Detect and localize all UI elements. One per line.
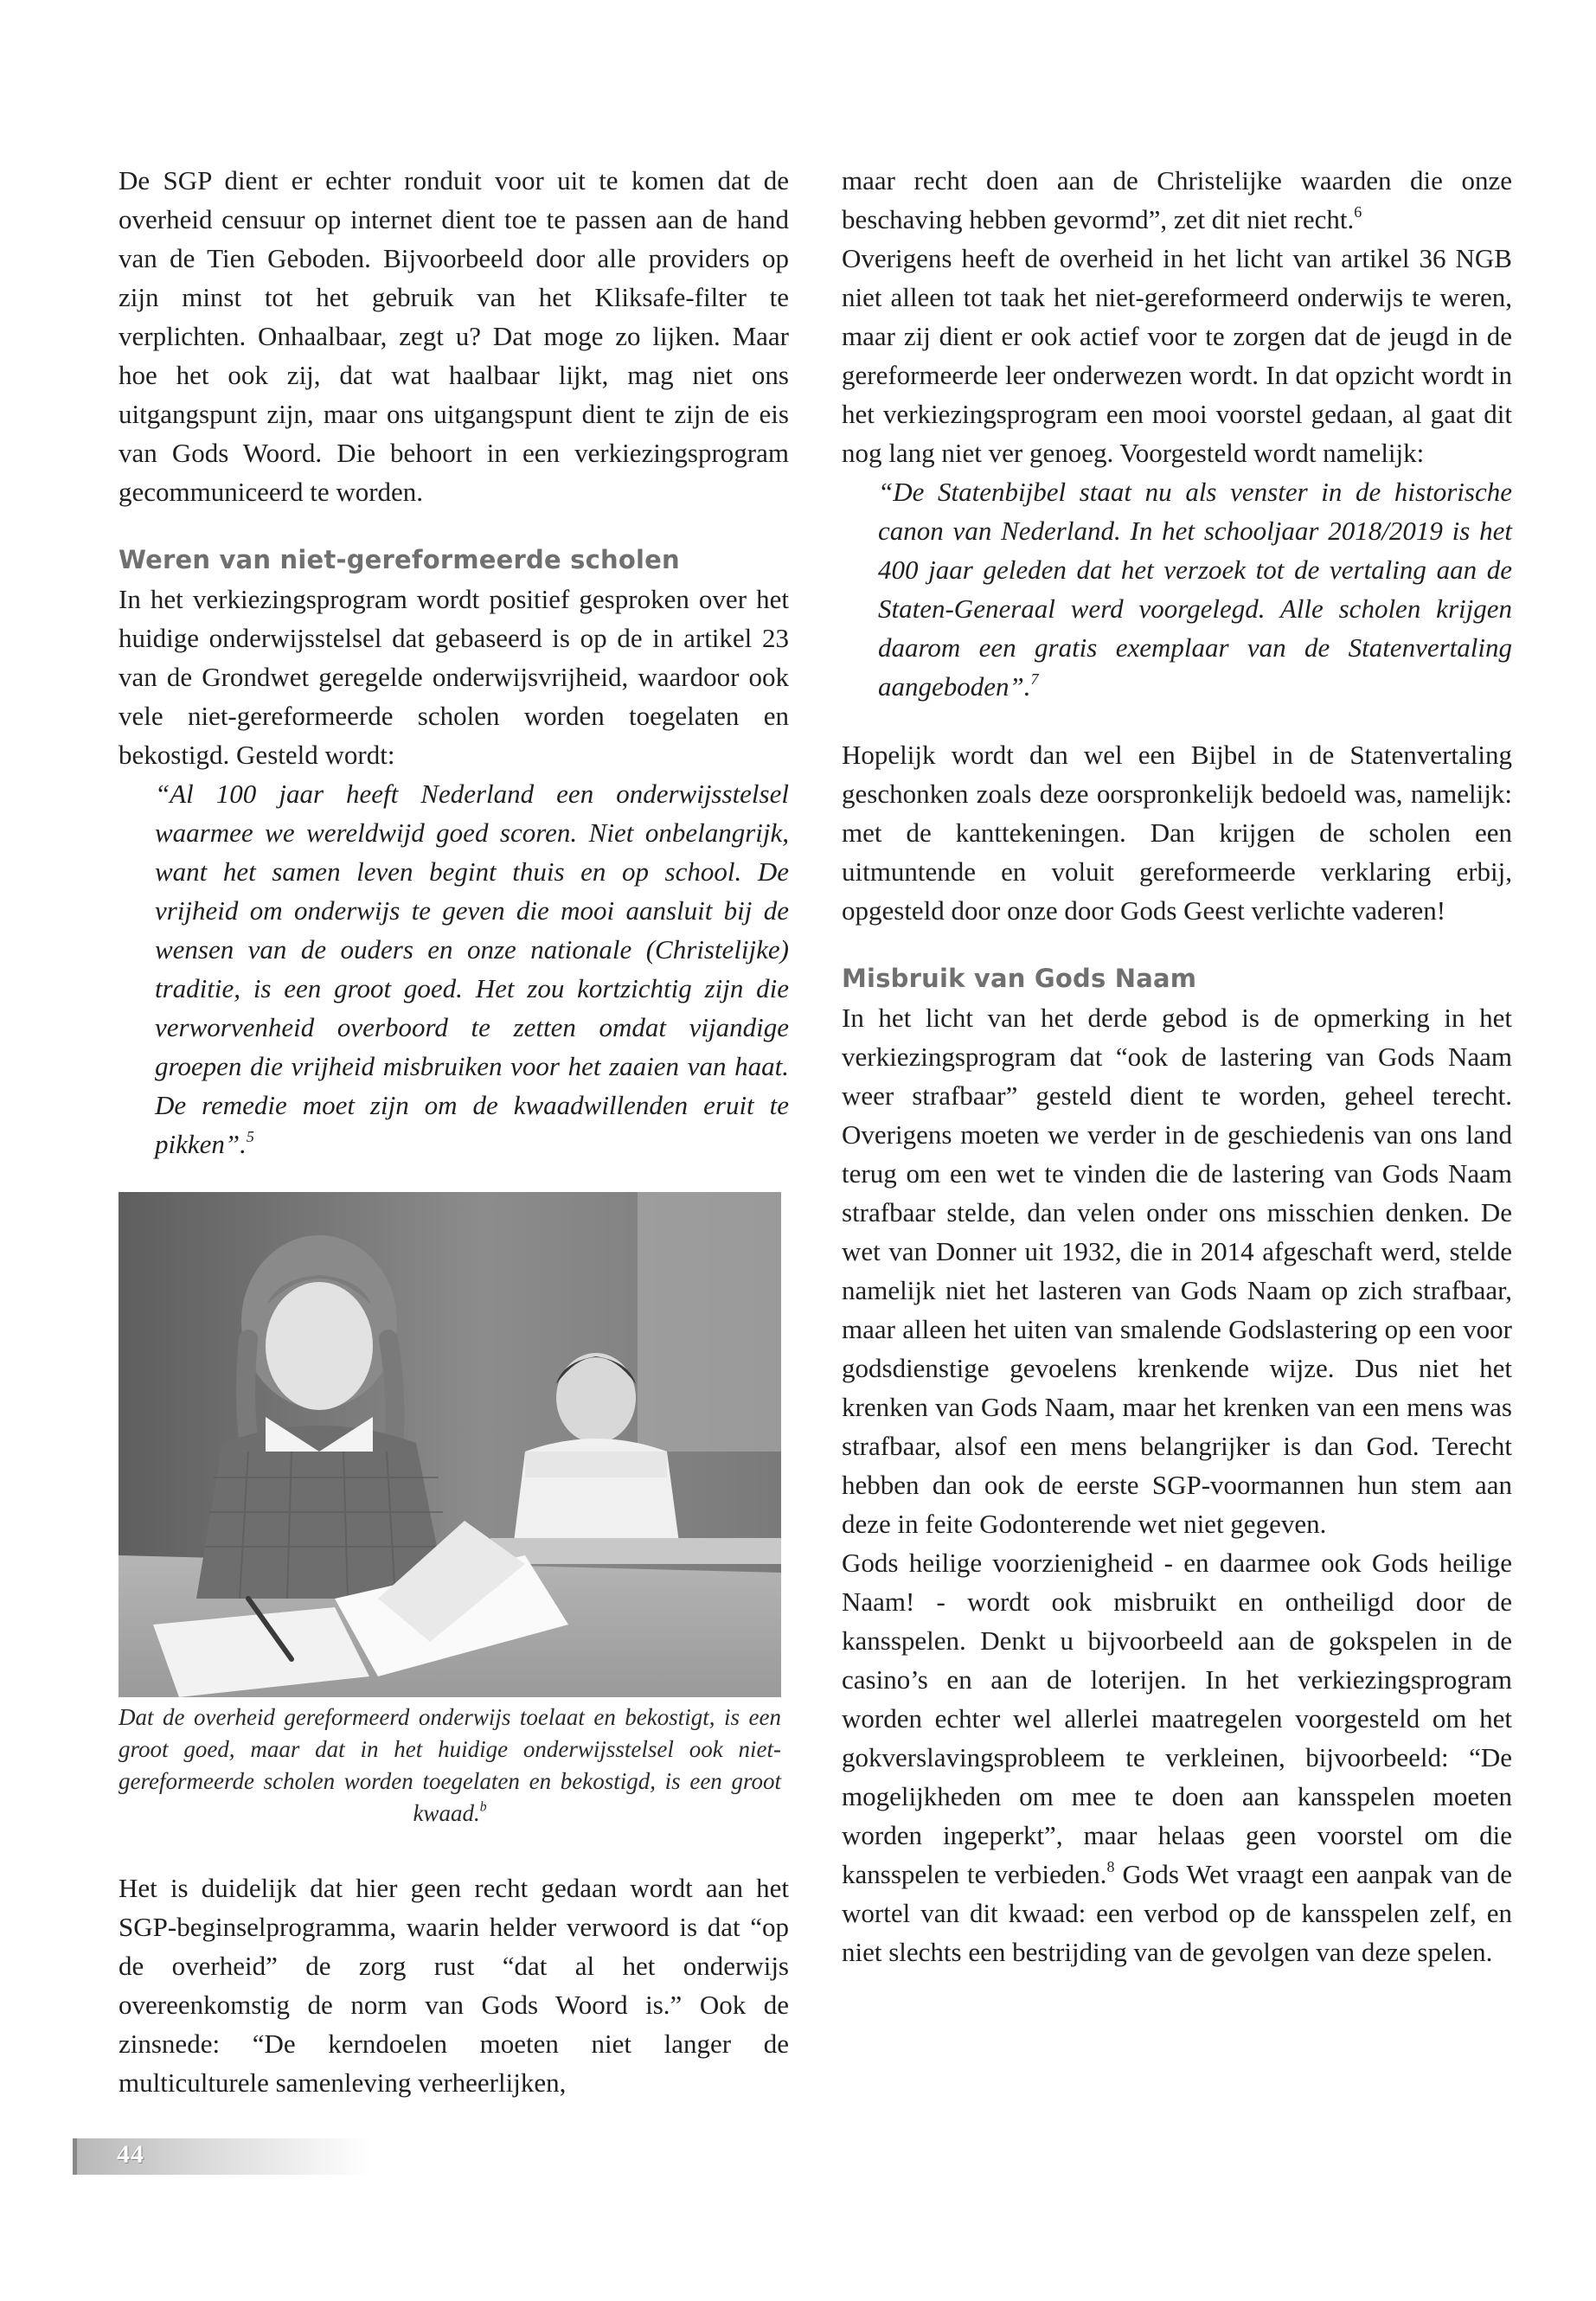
- footnote-ref: 5: [246, 1128, 254, 1146]
- paragraph: Het is duidelijk dat hier geen recht gedaan wordt aan het SGP-beginselprogramma, waarin helder verwoord is dat “op de overheid” de zorg rust “dat al het onderwijs overeenkomstig de norm van Gods Woord is.” Ook de zinsnede: “De kerndoelen moeten niet langer de multiculturele samenleving verheerlijken,: [119, 1873, 789, 2098]
- left-column-continued: [119, 1868, 789, 2102]
- section-heading: Misbruik van Gods Naam: [842, 964, 1197, 993]
- paragraph-text: Gods heilige voorzienigheid - en daarmee ook Gods heilige Naam! - wordt ook misbruikt en ontheiligd door de kansspelen. Denkt u bijvoorbeeld aan de gokspelen in de casino’s en aan de loterijen. In het verkiezingsprogram worden echter wel allerlei maatregelen voorgesteld om het gokverslavingsprobleem te verkleinen, bijvoorbeeld: “De mogelijkheden om mee te doen aan kansspelen moeten worden ingeperkt”, maar helaas geen voorstel om die kansspelen te verbieden.: [842, 1548, 1512, 1889]
- paragraph: [842, 161, 1512, 239]
- quote-text: “Al 100 jaar heeft Nederland een onderwijsstelsel waarmee we wereldwijd goed scoren. Niet onbelangrijk, want het samen leven begint thuis en op school. De vrijheid om onderwijs te geven die mooi aansluit bij de wensen van de ouders en onze nationale (Christelijke) traditie, is een groot goed. Het zou kortzichtig zijn die verworvenheid overboord te zetten omdat vijandige groepen die vrijheid misbruiken voor het zaaien van haat. De remedie moet zijn om de kwaadwillenden eruit te pikken”.: [155, 779, 789, 1159]
- paragraph: In het licht van het derde gebod is de opmerking in het verkiezingsprogram dat “ook de lastering van Gods Naam weer strafbaar” gesteld dient te worden, geheel terecht. Overigens moeten we verder in de geschiedenis van ons land terug om een wet te vinden die de lastering van Gods Naam strafbaar stelde, dan velen onder ons misschien denken. De wet van Donner uit 1932, die in 2014 afgeschaft werd, stelde namelijk niet het lasteren van Gods Naam op zich strafbaar, maar alleen het uiten van smalende Godslastering op een voor godsdienstige gevoelens krenkende wijze. Dus niet het krenken van Gods Naam, maar het krenken van een mens was strafbaar, alsof een mens belangrijker is dan God. Terecht hebben dan ook de eerste SGP-voormannen hun stem aan deze in feite Godonterende wet niet gegeven.: [842, 1003, 1512, 1539]
- left-column: [119, 161, 789, 1163]
- footnote-ref: 8: [1106, 1858, 1115, 1876]
- page-number: 44: [117, 2140, 144, 2169]
- paragraph: Overigens heeft de overheid in het licht van artikel 36 NGB niet alleen tot taak het niet-gereformeerd onderwijs te weren, maar zij dient er ook actief voor te zorgen dat de jeugd in de gereformeerde leer onderwezen wordt. In dat opzicht wordt in het verkiezingsprogram een mooi voorstel gedaan, al gaat dit nog lang niet ver genoeg. Voorgesteld wordt namelijk:: [842, 243, 1512, 468]
- caption-text: Dat de overheid gereformeerd onderwijs toelaat en bekostigt, is een groot goed, maar dat in het huidige onderwijsstelsel ook niet-gereformeerde scholen worden toegelaten en bekostigd, is een groot kwaad.: [119, 1704, 781, 1826]
- paragraph: [842, 1543, 1512, 1971]
- block-quote: [842, 472, 1512, 706]
- footnote-ref: 6: [1354, 203, 1362, 221]
- paragraph: Hopelijk wordt dan wel een Bijbel in de Statenvertaling geschonken zoals deze oorspronkelijk bedoeld was, namelijk: met de kanttekeningen. Dan krijgen de scholen een uitmuntende en voluit gereformeerde verklaring erbij, opgesteld door onze door Gods Geest verlichte vaderen!: [842, 740, 1512, 926]
- classroom-photo: [119, 1192, 781, 1697]
- footnote-ref: b: [479, 1799, 487, 1815]
- classroom-illustration: [119, 1192, 781, 1697]
- section-heading: Weren van niet-gereformeerde scholen: [119, 545, 680, 574]
- quote-text: “De Statenbijbel staat nu als venster in de historische canon van Nederland. In het schooljaar 2018/2019 is het 400 jaar geleden dat het verzoek tot de vertaling aan de Staten-Generaal werd voorgelegd. Alle scholen krijgen daarom een gratis exemplaar van de Statenvertaling aangeboden”.: [878, 477, 1512, 702]
- photo-caption: [119, 1702, 781, 1830]
- paragraph-text: maar recht doen aan de Christelijke waarden die onze beschaving hebben gevormd”, zet dit niet recht.: [842, 165, 1512, 234]
- footnote-ref: 7: [1030, 670, 1039, 689]
- paragraph-text: Gods Wet vraagt een aanpak van de wortel van dit kwaad: een verbod op de kansspelen zelf, en niet slechts een bestrijding van de gevolgen van deze spelen.: [842, 1859, 1512, 1967]
- paragraph: In het verkiezingsprogram wordt positief gesproken over het huidige onderwijsstelsel dat gebaseerd is op de in artikel 23 van de Grondwet geregelde onderwijsvrijheid, waardoor ook vele niet-gereformeerde scholen worden toegelaten en bekostigd. Gesteld wordt:: [119, 584, 789, 770]
- block-quote: [119, 774, 789, 1163]
- paragraph: De SGP dient er echter ronduit voor uit te komen dat de overheid censuur op internet dient toe te passen aan de hand van de Tien Geboden. Bijvoorbeeld door alle providers op zijn minst tot het gebruik van het Kliksafe-filter te verplichten. Onhaalbaar, zegt u? Dat moge zo lijken. Maar hoe het ook zij, dat wat haalbaar lijkt, mag niet ons uitgangspunt zijn, maar ons uitgangspunt dient te zijn de eis van Gods Woord. Die behoort in een verkiezingsprogram gecommuniceerd te worden.: [119, 165, 789, 507]
- right-column: [842, 161, 1512, 1971]
